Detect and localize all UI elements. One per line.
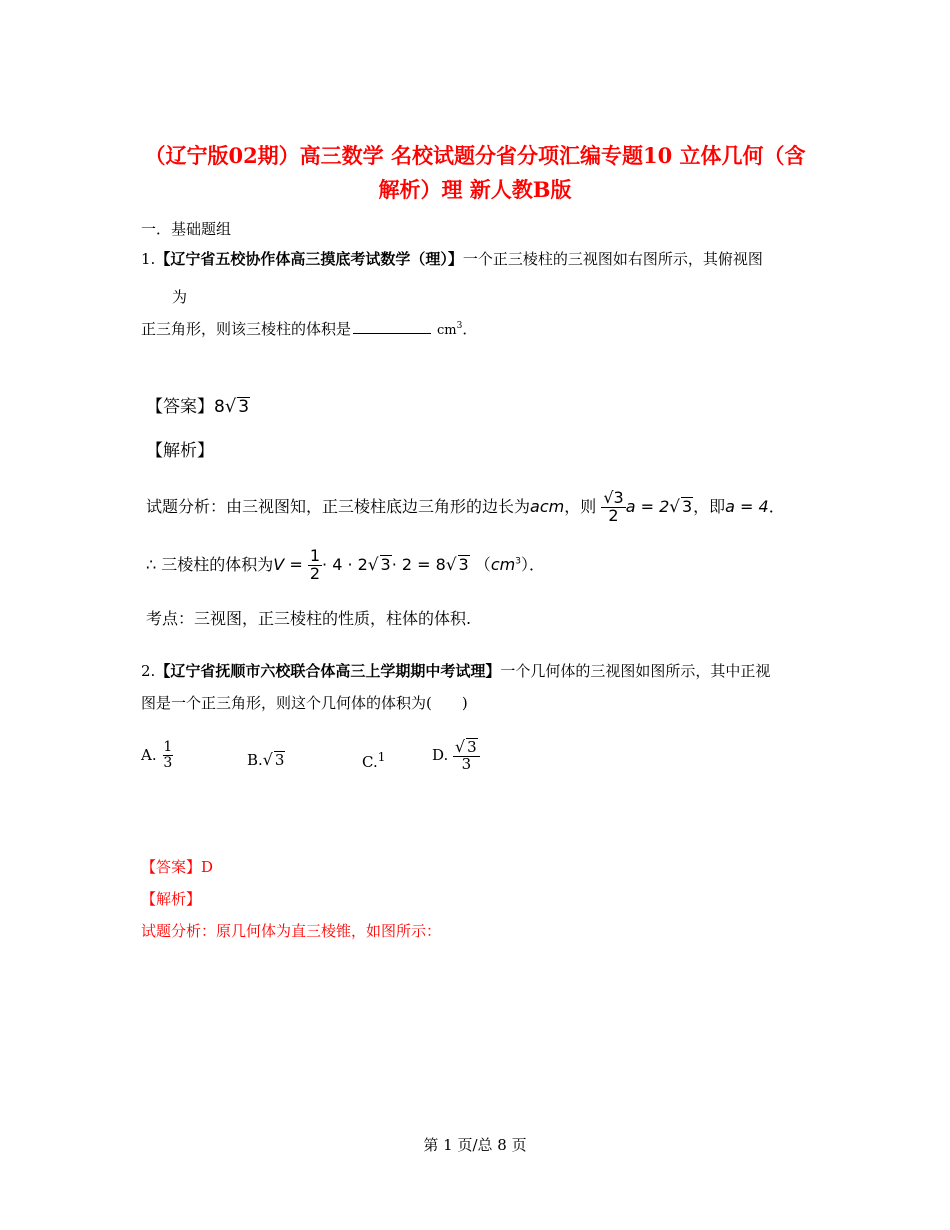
option-a-fraction [161,740,174,770]
fraction-numerator [453,738,480,757]
option-c [362,750,385,771]
equation: a = 2 [625,496,670,516]
question-2-line1 [141,660,770,681]
equation: · 4 · 2 [322,554,368,574]
sqrt-icon: √ [262,750,273,769]
q1-kaodian: 考点：三视图，正三棱柱的性质，柱体的体积. [146,609,472,628]
sqrt-icon: √ [455,737,466,756]
equals: = [284,554,308,574]
answer-label: 【答案】 [141,858,202,876]
page-title-line2: 解析）理 新人教B版 [378,177,572,202]
fraction-numerator: √3 [603,488,624,507]
radicand: 3 [274,751,285,769]
unit: cm [490,554,516,574]
answer-coef: 8 [214,397,225,417]
option-label: C. [362,753,378,771]
therefore-symbol: ∴ [146,554,157,574]
q1-analysis-line1 [146,490,785,525]
question-text: 一个正三棱柱的三视图如右图所示，其俯视图 [462,250,763,268]
unit-exponent: 3 [515,556,521,567]
sqrt-icon: √ [224,396,237,417]
equation: · 2 = 8 [391,554,446,574]
analysis-text: ，即 [693,496,726,516]
option-d-fraction [453,738,480,773]
q2-analysis-text: 试题分析：原几何体为直三棱锥，如图所示： [141,922,442,940]
fraction-numerator: 1 [309,546,321,565]
question-source: 【辽宁省抚顺市六校联合体高三上学期期中考试理】 [155,662,501,680]
sqrt-icon: √ [367,553,379,574]
option-label: D. [432,746,449,765]
q2-answer [141,856,213,877]
paren-open: （ [474,554,491,574]
math-var: V [273,554,285,574]
sentence-end: ． [462,320,478,338]
analysis-text: ． [768,496,785,516]
fraction-one-half [308,548,322,583]
analysis-text: 三棱柱的体积为 [161,554,274,574]
question-1-line1 [141,248,763,269]
question-source: 【辽宁省五校协作体高三摸底考试数学（理）】 [155,250,463,268]
answer-label: 【答案】 [146,397,214,417]
q1-analysis-label: 【解析】 [146,441,214,461]
fraction-denominator: 2 [309,563,321,583]
q2-analysis-label: 【解析】 [141,890,202,908]
radicand: 3 [458,554,469,574]
option-c-value: 1 [377,750,386,764]
fraction-sqrt3-over-2 [601,490,625,525]
option-a [141,740,174,788]
question-number: 2. [141,662,156,680]
option-d [432,738,480,786]
section-heading: 一．基础题组 [141,220,232,238]
unit-exponent: 3 [456,321,463,331]
page-title-line1: （辽宁版02期）高三数学 名校试题分省分项汇编专题10 立体几何（含 [144,143,806,168]
question-1-line2: 为 [172,288,188,306]
answer-blank [353,318,431,334]
answer-radicand: 3 [238,397,250,417]
option-label: A. [141,746,157,765]
analysis-text: 试题分析：由三视图知，正三棱柱底边三角形的边长为 [146,496,531,516]
option-b [247,750,285,769]
radicand: 3 [380,554,391,574]
question-2-line2: 图是一个正三角形，则这个几何体的体积为( ) [141,694,468,712]
fraction-denominator: 3 [461,754,472,773]
sqrt-icon: √ [445,553,457,574]
question-1-line3 [141,318,477,339]
paren-close: ） [520,554,529,574]
question-number: 1. [141,250,156,268]
fraction-denominator: 2 [608,505,619,525]
unit: cm [437,323,457,338]
fraction-numerator: 1 [163,739,173,755]
fraction-denominator: 3 [163,754,173,771]
question-text: 正三角形，则该三棱柱的体积是 [141,320,352,338]
question-text: 一个几何体的三视图如图所示，其中正视 [500,662,771,680]
equation: a = 4 [725,496,769,516]
math-var: acm [530,496,565,516]
q1-answer [146,392,250,417]
q1-analysis-line2 [146,548,545,583]
radicand: 3 [467,738,477,756]
page-footer: 第 1 页/总 8 页 [423,1136,527,1154]
sentence-end: ． [528,554,545,574]
option-label: B. [247,751,263,769]
answer-value: D [201,858,214,876]
radicand: 3 [681,496,693,516]
sqrt-icon: √ [669,495,680,516]
analysis-text: ，则 [564,496,597,516]
